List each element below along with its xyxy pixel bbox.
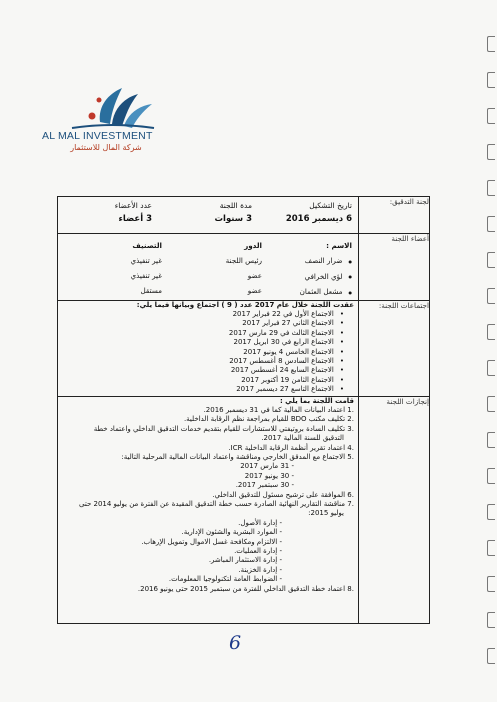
member-class: غير تنفيذي bbox=[130, 256, 162, 265]
report-subitem: - إدارة الاستثمار المباشر. bbox=[58, 556, 358, 565]
member-role: عضو bbox=[247, 286, 262, 295]
interim-date: - 30 يونيو 2017 bbox=[58, 472, 358, 481]
brand-name-en: AL MAL INVESTMENT bbox=[42, 130, 153, 142]
meetings-row bbox=[58, 300, 430, 396]
achievement-item: .6 الموافقة على ترشيح مسئول للتدقيق الداخلي. bbox=[212, 490, 354, 499]
meeting-item: • الاجتماع الخامس 4 يونيو 2017 bbox=[58, 348, 358, 357]
report-subitem: - الالتزام ومكافحة غسل الاموال وتمويل الإرهاب. bbox=[58, 538, 358, 547]
term-value: 3 سنوات bbox=[214, 214, 252, 224]
committee-row bbox=[58, 197, 430, 234]
achievement-item: .5 الاجتماع مع المدقق الخارجي ومناقشة واعتماد البيانات المالية المرحلية التالية: bbox=[121, 452, 354, 461]
member-class: مستقل bbox=[140, 286, 162, 295]
report-subitem: - الضوابط العامة لتكنولوجيا المعلومات. bbox=[58, 575, 358, 584]
interim-date: - 31 مارس 2017 bbox=[58, 462, 358, 471]
achievement-item: .1 اعتماد البيانات المالية كما في 31 ديسمبر 2016. bbox=[203, 405, 354, 414]
members-label: أعضاء اللجنة bbox=[359, 234, 430, 301]
member-role: رئيس اللجنة bbox=[225, 256, 262, 265]
meeting-item: • الاجتماع التاسع 27 ديسمبر 2017 bbox=[58, 385, 358, 394]
achievement-item: .7 مناقشة التقارير النهائية الصادرة حسب خطة التدقيق المقيدة عن الفترة من يوليو 2014 حتى bbox=[79, 499, 354, 508]
meetings-intro: عقدت اللجنة خلال عام 2017 عدد ( 9 ) اجتماع وبيانها فيما يلي: bbox=[136, 300, 354, 309]
meeting-item: • الاجتماع الثامن 19 أكتوبر 2017 bbox=[58, 376, 358, 385]
member-role: عضو bbox=[247, 271, 262, 280]
achievement-item-cont: التدقيق للسنة المالية 2017. bbox=[261, 434, 344, 443]
member-name: ● مشعل العثمان bbox=[262, 284, 352, 300]
members-count-header: عدد الأعضاء bbox=[114, 201, 152, 210]
meeting-item: • الاجتماع الثالث في 29 مارس 2017 bbox=[58, 329, 358, 338]
page-number: 6 bbox=[229, 632, 242, 654]
achievement-item: .2 تكليف مكتب BDO للقيام بمراجعة نظم الرقابة الداخلية. bbox=[183, 415, 354, 424]
achievements-label: إنجازات اللجنة bbox=[359, 396, 430, 623]
achievement-item: .8 اعتماد خطة التدقيق الداخلي للفترة من سبتمبر 2015 حتى يونيو 2016. bbox=[137, 584, 354, 593]
name-header: الاسم : bbox=[326, 241, 352, 250]
term-header: مدة اللجنة bbox=[219, 201, 252, 210]
term-col bbox=[158, 197, 258, 224]
class-header: التصنيف bbox=[132, 241, 162, 250]
achievement-item-cont: يوليو 2015: bbox=[308, 509, 344, 518]
report-subitem: - إدارة العمليات. bbox=[58, 547, 358, 556]
meeting-item: • الاجتماع السادس 8 أغسطس 2017 bbox=[58, 357, 358, 366]
members-count-col bbox=[58, 197, 158, 224]
report-subitem: - الموارد البشرية والشئون الإدارية. bbox=[58, 528, 358, 537]
meeting-item: • الاجتماع الثاني 27 فبراير 2017 bbox=[58, 319, 358, 328]
achievement-item: .3 تكليف السادة بروتيفتي للاستشارات للقيام بتقديم خدمات التدقيق الداخلي واعتماد خطة bbox=[93, 424, 354, 433]
brand-name-ar: شركة المال للاستثمار bbox=[70, 143, 142, 152]
meeting-item: • الاجتماع الأول في 22 فبراير 2017 bbox=[58, 310, 358, 319]
members-row bbox=[58, 234, 430, 301]
audit-committee-table bbox=[57, 196, 430, 624]
member-name: ● ضرار النصف bbox=[262, 253, 352, 269]
formation-date-value: 6 ديسمبر 2016 bbox=[285, 214, 352, 224]
report-subitem: - إدارة الأصول. bbox=[58, 519, 358, 528]
role-header: الدور bbox=[244, 241, 262, 250]
achievements-row bbox=[58, 396, 430, 623]
achievements-intro: قامت اللجنة بما يلي : bbox=[279, 396, 354, 405]
member-class: غير تنفيذي bbox=[130, 271, 162, 280]
interim-date: - 30 سبتمبر 2017. bbox=[58, 481, 358, 490]
meeting-item: • الاجتماع الرابع في 30 ابريل 2017 bbox=[58, 338, 358, 347]
meeting-item: • الاجتماع السابع 24 أغسطس 2017 bbox=[58, 366, 358, 375]
members-count-value: 3 أعضاء bbox=[118, 214, 152, 224]
binder-edge bbox=[483, 0, 497, 702]
formation-date-col bbox=[258, 197, 358, 224]
meetings-label: اجتماعات اللجنة: bbox=[359, 300, 430, 396]
formation-date-header: تاريخ التشكيل bbox=[309, 201, 352, 210]
achievement-item: .4 اعتماد تقرير أنظمة الرقابة الداخلية ICR. bbox=[228, 443, 354, 452]
committee-label: لجنة التدقيق: bbox=[359, 197, 430, 234]
report-subitem: - إدارة الخزينة. bbox=[58, 566, 358, 575]
member-name: ● لؤي الخرافي bbox=[262, 269, 352, 285]
